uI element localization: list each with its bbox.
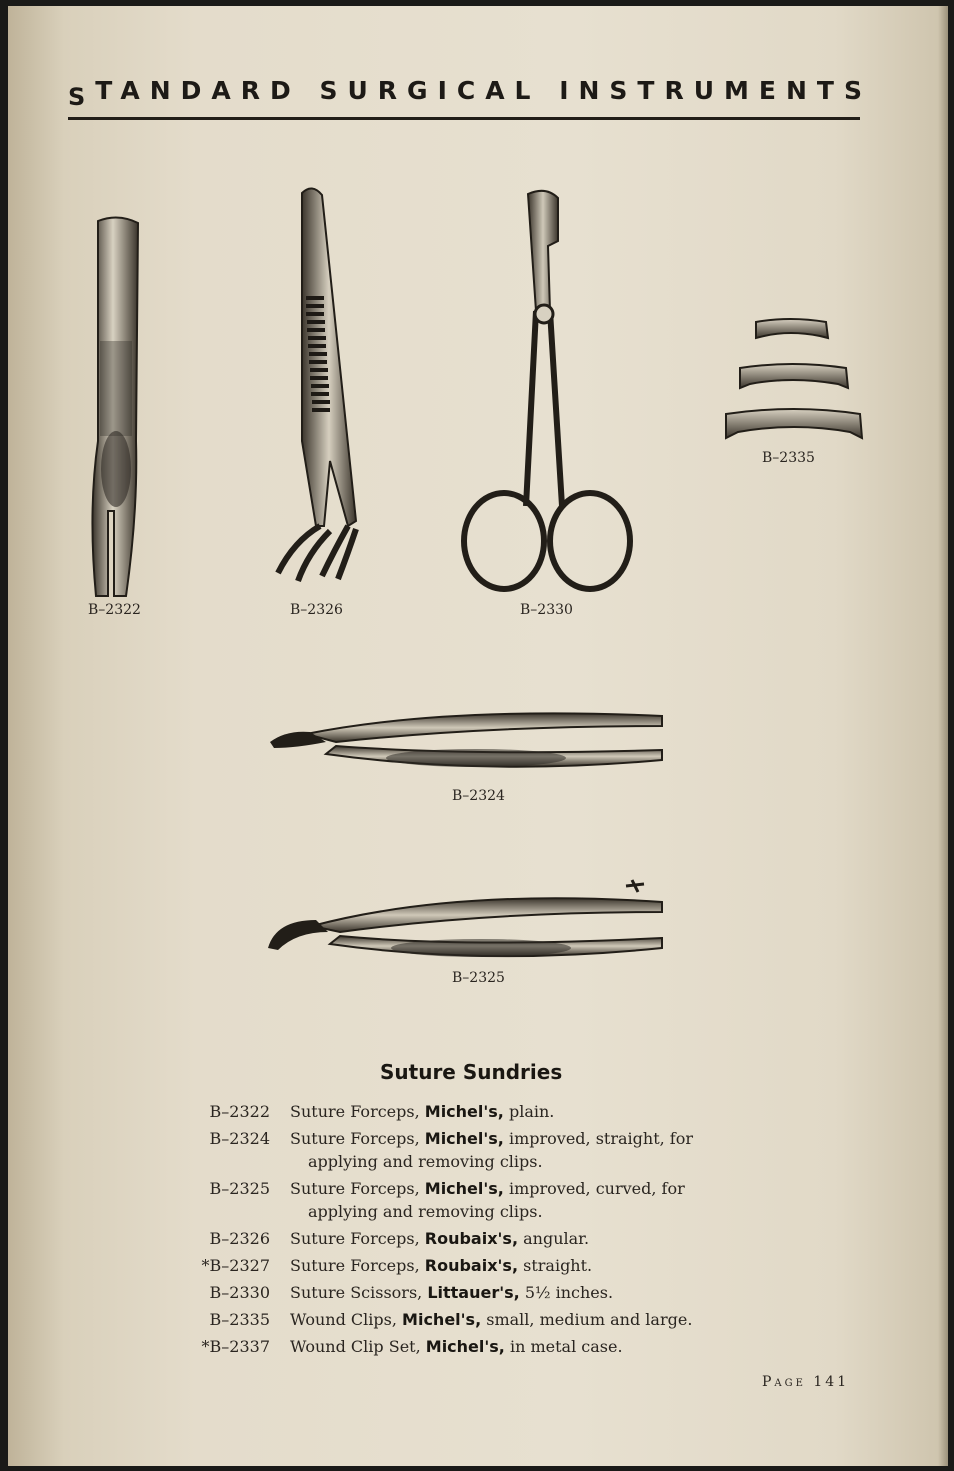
list-item bbox=[188, 1308, 768, 1331]
list-item bbox=[188, 1254, 768, 1277]
item-desc-after: improved, curved, for bbox=[503, 1179, 685, 1198]
item-desc-continuation: applying and removing clips. bbox=[308, 1152, 543, 1171]
footer-page-word-first: P bbox=[762, 1374, 775, 1390]
item-code: B–2322 bbox=[209, 1102, 270, 1121]
caption-b2330: B–2330 bbox=[520, 602, 573, 618]
list-item bbox=[188, 1281, 768, 1304]
item-maker-name: Michel's, bbox=[402, 1310, 482, 1329]
catalog-page bbox=[8, 6, 948, 1466]
item-description bbox=[290, 1127, 768, 1173]
item-code: B–2335 bbox=[209, 1310, 270, 1329]
item-code: B–2330 bbox=[209, 1283, 270, 1302]
item-maker-name: Michel's, bbox=[424, 1179, 504, 1198]
item-maker-name: Roubaix's, bbox=[424, 1256, 519, 1275]
item-desc-before: Suture Forceps, bbox=[290, 1256, 425, 1275]
item-code: *B–2337 bbox=[201, 1337, 270, 1356]
caption-b2335: B–2335 bbox=[762, 450, 815, 466]
caption-b2325: B–2325 bbox=[452, 970, 505, 986]
item-maker-name: Roubaix's, bbox=[424, 1229, 519, 1248]
item-desc-after: in metal case. bbox=[504, 1337, 623, 1356]
caption-b2324: B–2324 bbox=[452, 788, 505, 804]
item-code: B–2324 bbox=[209, 1129, 270, 1148]
item-desc-before: Suture Forceps, bbox=[290, 1129, 425, 1148]
footer-page-word-rest: AGE bbox=[774, 1378, 806, 1389]
forceps-b2324-illustration bbox=[266, 696, 676, 786]
item-description bbox=[290, 1254, 768, 1277]
header-title: TANDARD SURGICAL INSTRUMENTS bbox=[95, 76, 872, 105]
item-description bbox=[290, 1335, 768, 1358]
wound-clips-b2335-illustration bbox=[720, 314, 870, 454]
list-item bbox=[188, 1335, 768, 1358]
caption-b2326: B–2326 bbox=[290, 602, 343, 618]
item-description bbox=[290, 1177, 768, 1223]
item-description bbox=[290, 1100, 768, 1123]
item-desc-continuation: applying and removing clips. bbox=[308, 1202, 543, 1221]
item-desc-after: 5½ inches. bbox=[519, 1283, 614, 1302]
item-code: B–2325 bbox=[209, 1179, 270, 1198]
item-maker-name: Michel's, bbox=[425, 1337, 505, 1356]
page-footer bbox=[762, 1374, 849, 1390]
list-item bbox=[188, 1177, 768, 1223]
list-item bbox=[188, 1100, 768, 1123]
item-desc-after: improved, straight, for bbox=[503, 1129, 694, 1148]
item-desc-before: Wound Clip Set, bbox=[290, 1337, 426, 1356]
item-maker-name: Michel's, bbox=[424, 1129, 504, 1148]
page-number: 141 bbox=[813, 1374, 850, 1390]
item-desc-after: straight. bbox=[518, 1256, 593, 1275]
item-desc-after: angular. bbox=[518, 1229, 590, 1248]
item-description bbox=[290, 1227, 768, 1250]
item-maker-name: Littauer's, bbox=[427, 1283, 520, 1302]
item-desc-before: Suture Forceps, bbox=[290, 1179, 425, 1198]
item-desc-after: small, medium and large. bbox=[481, 1310, 693, 1329]
item-list bbox=[188, 1100, 768, 1362]
item-desc-after: plain. bbox=[503, 1102, 555, 1121]
page-header bbox=[68, 76, 872, 111]
item-maker-name: Michel's, bbox=[424, 1102, 504, 1121]
forceps-b2326-illustration bbox=[264, 181, 374, 601]
forceps-b2322-illustration bbox=[80, 211, 150, 606]
header-rule bbox=[68, 117, 860, 120]
scissors-b2330-illustration bbox=[458, 186, 638, 596]
item-code: *B–2327 bbox=[201, 1256, 270, 1275]
caption-b2322: B–2322 bbox=[88, 602, 141, 618]
list-item bbox=[188, 1127, 768, 1173]
item-code: B–2326 bbox=[209, 1229, 270, 1248]
item-description bbox=[290, 1281, 768, 1304]
item-desc-before: Suture Scissors, bbox=[290, 1283, 428, 1302]
item-desc-before: Suture Forceps, bbox=[290, 1229, 425, 1248]
forceps-b2325-illustration bbox=[266, 876, 676, 971]
item-description bbox=[290, 1308, 768, 1331]
item-desc-before: Suture Forceps, bbox=[290, 1102, 425, 1121]
list-item bbox=[188, 1227, 768, 1250]
header-first-letter: S bbox=[68, 83, 96, 111]
item-desc-before: Wound Clips, bbox=[290, 1310, 403, 1329]
section-title: Suture Sundries bbox=[380, 1060, 563, 1084]
